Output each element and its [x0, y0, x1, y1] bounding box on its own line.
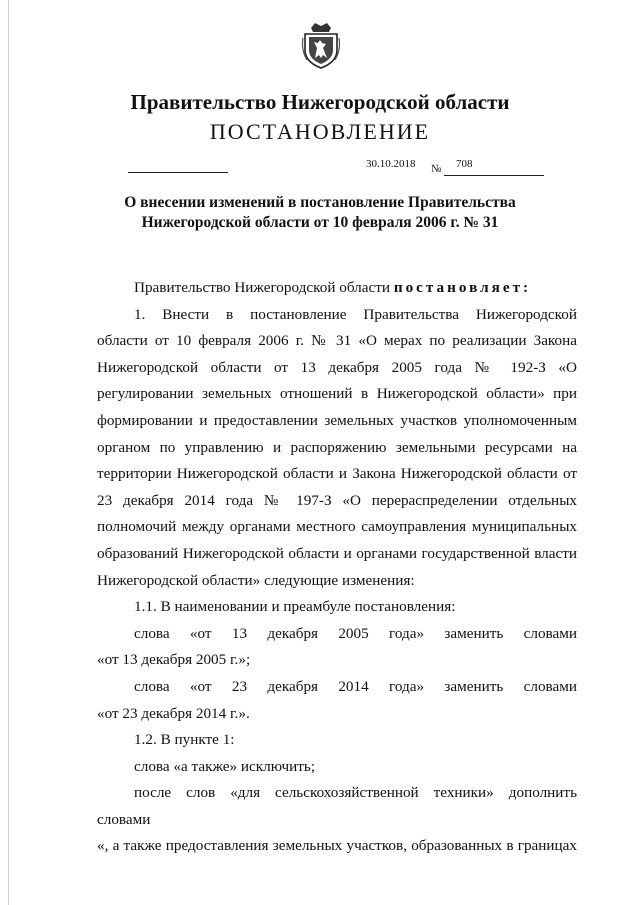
body-line: после слов «для сельскохозяйственной техники» дополнить словами [97, 784, 577, 828]
body-line: полномочий между органами местного самоуправления муниципальных [97, 518, 577, 536]
number-sign: № [431, 163, 442, 175]
body-line: «от 13 декабря 2005 г.»; [97, 651, 251, 669]
body-line: 1. Внести в постановление Правительства Нижегородской [134, 305, 577, 323]
body-line: территории Нижегородской области и Закона Нижегородской области от [97, 465, 577, 483]
body-line: слова «от 23 декабря 2014 года» заменить словами [134, 677, 577, 695]
preamble [97, 275, 577, 302]
body-line: регулировании земельных отношений в Нижегородской области» при [97, 385, 577, 403]
subject-line-2: Нижегородской области от 10 февраля 2006 г. № 31 [141, 214, 499, 231]
body-line: «, а также предоставления земельных участков, образованных в границах [97, 837, 577, 855]
subject-line-1: О внесении изменений в постановление Правительства [124, 194, 516, 211]
document-number: 708 [456, 158, 473, 170]
number-underline [444, 175, 544, 176]
body-line: слова «а также» исключить; [134, 757, 316, 775]
organization-title: Правительство Нижегородской области [130, 90, 510, 114]
body-line: формировании и предоставлении земельных участков уполномоченным [97, 411, 577, 429]
document-date: 30.10.2018 [366, 158, 416, 170]
preamble-text: Правительство Нижегородской области [134, 279, 391, 296]
body-line: 23 декабря 2014 года № 197-З «О перераспределении отдельных [97, 491, 577, 509]
body-line: Нижегородской области от 13 декабря 2005 года № 192-З «О [97, 358, 577, 376]
body-line: «от 23 декабря 2014 г.». [97, 704, 250, 722]
body-line: Нижегородской области» следующие изменения: [97, 571, 415, 589]
coat-of-arms-emblem [301, 20, 341, 70]
document-type: ПОСТАНОВЛЕНИЕ [209, 119, 431, 144]
body-line: органом по управлению и распоряжению земельными ресурсами на [97, 438, 577, 456]
body-line: 1.2. В пункте 1: [134, 731, 235, 749]
body-line: образований Нижегородской области и органами государственной власти [97, 544, 577, 562]
preamble-resolves: постановляет: [393, 279, 532, 296]
document-body [97, 275, 577, 860]
body-line: слова «от 13 декабря 2005 года» заменить словами [134, 624, 577, 642]
body-line: 1.1. В наименовании и преамбуле постановления: [134, 598, 456, 616]
date-underline [128, 172, 228, 173]
body-line: области от 10 февраля 2006 г. № 31 «О мерах по реализации Закона [97, 332, 577, 350]
document-subject [0, 193, 640, 233]
